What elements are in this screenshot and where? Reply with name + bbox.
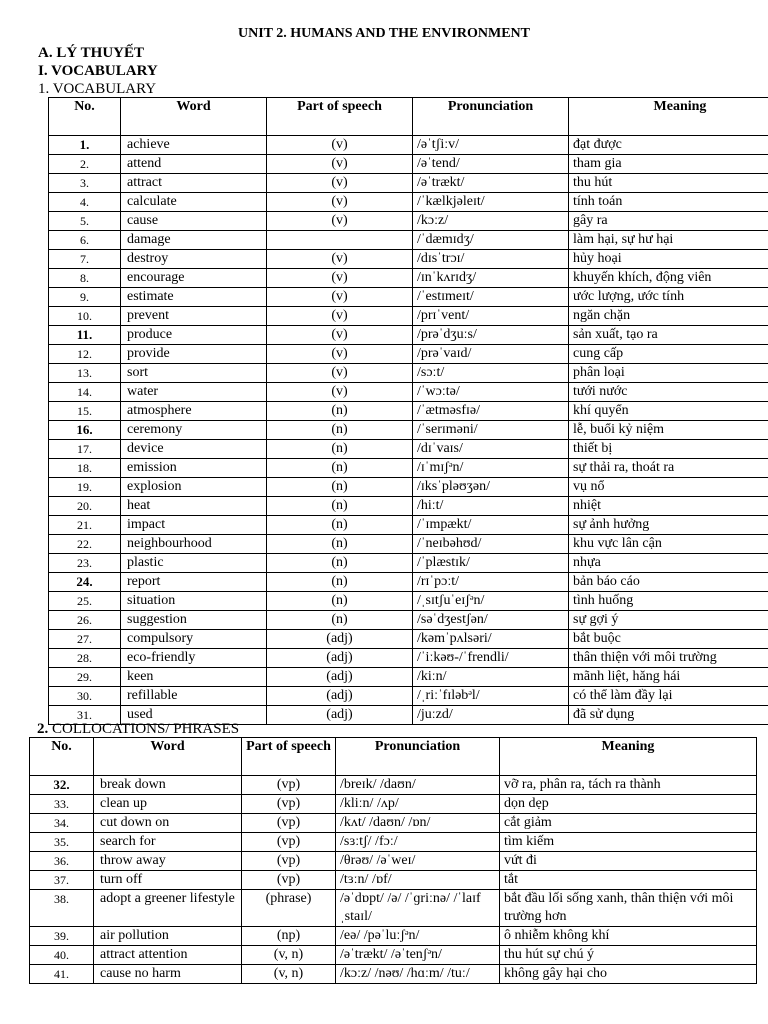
- row-part-of-speech: (vp): [242, 833, 336, 852]
- row-word: water: [121, 383, 267, 402]
- row-number: 20.: [49, 497, 121, 516]
- row-meaning: phân loại: [569, 364, 768, 383]
- header-word: Word: [121, 98, 267, 136]
- row-pronunciation: /dɪsˈtrɔɪ/: [413, 250, 569, 269]
- row-part-of-speech: (n): [267, 554, 413, 573]
- row-word: provide: [121, 345, 267, 364]
- row-pronunciation: /ɪˈmɪʃᵊn/: [413, 459, 569, 478]
- document-title: UNIT 2. HUMANS AND THE ENVIRONMENT: [238, 26, 530, 41]
- table-row: [49, 345, 768, 364]
- table-row: [49, 231, 768, 250]
- row-part-of-speech: (n): [267, 459, 413, 478]
- row-word: sort: [121, 364, 267, 383]
- row-word: emission: [121, 459, 267, 478]
- row-pronunciation: /prɪˈvent/: [413, 307, 569, 326]
- row-word: suggestion: [121, 611, 267, 630]
- row-number: 35.: [30, 833, 94, 852]
- header-meaning: Meaning: [569, 98, 768, 136]
- row-meaning: có thể làm đầy lại: [569, 687, 768, 706]
- row-part-of-speech: (n): [267, 573, 413, 592]
- row-pronunciation: /ˈɪmpækt/: [413, 516, 569, 535]
- table-row: [30, 776, 757, 795]
- row-part-of-speech: (n): [267, 516, 413, 535]
- row-number: 41.: [30, 965, 94, 984]
- row-number: 19.: [49, 478, 121, 497]
- row-word: attract: [121, 174, 267, 193]
- row-meaning: không gây hại cho: [500, 965, 757, 984]
- table-row: [49, 250, 768, 269]
- table-row: [49, 554, 768, 573]
- collocations-subheading: [37, 720, 239, 738]
- row-meaning: khí quyển: [569, 402, 768, 421]
- table-row: [30, 871, 757, 890]
- row-number: 7.: [49, 250, 121, 269]
- table-row: [49, 459, 768, 478]
- collocations-number: 2.: [37, 721, 49, 737]
- row-part-of-speech: (vp): [242, 814, 336, 833]
- row-part-of-speech: (v, n): [242, 965, 336, 984]
- row-pronunciation: /dɪˈvaɪs/: [413, 440, 569, 459]
- table-row: [49, 668, 768, 687]
- row-part-of-speech: (np): [242, 927, 336, 946]
- row-meaning: vụ nổ: [569, 478, 768, 497]
- row-meaning: tính toán: [569, 193, 768, 212]
- table-row: [49, 364, 768, 383]
- row-meaning: tưới nước: [569, 383, 768, 402]
- table-row: [30, 852, 757, 871]
- row-word: damage: [121, 231, 267, 250]
- row-part-of-speech: (n): [267, 478, 413, 497]
- table-row: [49, 535, 768, 554]
- row-pronunciation: /ˈneɪbəhʊd/: [413, 535, 569, 554]
- row-part-of-speech: (v): [267, 326, 413, 345]
- row-part-of-speech: (v): [267, 345, 413, 364]
- row-word: attend: [121, 155, 267, 174]
- row-meaning: nhựa: [569, 554, 768, 573]
- row-meaning: đã sử dụng: [569, 706, 768, 725]
- row-number: 11.: [49, 326, 121, 345]
- table-row: [30, 814, 757, 833]
- row-word: impact: [121, 516, 267, 535]
- section-i-heading: I. VOCABULARY: [38, 63, 158, 79]
- row-pronunciation: /ˈserɪməni/: [413, 421, 569, 440]
- table-row: [49, 630, 768, 649]
- row-meaning: vỡ ra, phân ra, tách ra thành: [500, 776, 757, 795]
- row-part-of-speech: (v, n): [242, 946, 336, 965]
- row-meaning: bắt đầu lối sống xanh, thân thiện với môi trường hơn: [500, 890, 757, 927]
- row-part-of-speech: (v): [267, 269, 413, 288]
- row-pronunciation: /θrəʊ/ /əˈweɪ/: [336, 852, 500, 871]
- row-number: 8.: [49, 269, 121, 288]
- row-part-of-speech: (n): [267, 421, 413, 440]
- row-meaning: tình huống: [569, 592, 768, 611]
- row-number: 40.: [30, 946, 94, 965]
- row-part-of-speech: (n): [267, 611, 413, 630]
- row-pronunciation: /kɔːz/: [413, 212, 569, 231]
- row-word: encourage: [121, 269, 267, 288]
- row-pronunciation: /ˈdæmɪdʒ/: [413, 231, 569, 250]
- row-meaning: sản xuất, tạo ra: [569, 326, 768, 345]
- row-meaning: thân thiện với môi trường: [569, 649, 768, 668]
- table-row: [49, 307, 768, 326]
- row-word: cut down on: [94, 814, 242, 833]
- table-row: [49, 326, 768, 345]
- row-word: destroy: [121, 250, 267, 269]
- row-pronunciation: /hiːt/: [413, 497, 569, 516]
- header-part-of-speech: Part of speech: [267, 98, 413, 136]
- row-number: 18.: [49, 459, 121, 478]
- row-part-of-speech: (v): [267, 136, 413, 155]
- row-meaning: cắt giảm: [500, 814, 757, 833]
- vocabulary-table: [48, 97, 768, 725]
- row-part-of-speech: (v): [267, 288, 413, 307]
- row-pronunciation: /əˈdɒpt/ /ə/ /ˈɡriːnə/ /ˈlaɪfˌstaɪl/: [336, 890, 500, 927]
- row-pronunciation: /ˌsɪtʃuˈeɪʃᵊn/: [413, 592, 569, 611]
- row-number: 5.: [49, 212, 121, 231]
- row-word: explosion: [121, 478, 267, 497]
- row-pronunciation: /ɪksˈpləʊʒən/: [413, 478, 569, 497]
- row-pronunciation: /əˈtrækt/: [413, 174, 569, 193]
- row-number: 17.: [49, 440, 121, 459]
- row-number: 15.: [49, 402, 121, 421]
- table-row: [49, 174, 768, 193]
- row-word: device: [121, 440, 267, 459]
- row-pronunciation: /eə/ /pəˈluːʃᵊn/: [336, 927, 500, 946]
- row-word: heat: [121, 497, 267, 516]
- row-meaning: thu hút sự chú ý: [500, 946, 757, 965]
- row-pronunciation: /ˈplæstɪk/: [413, 554, 569, 573]
- table-row: [49, 155, 768, 174]
- row-pronunciation: /kɔːz/ /nəʊ/ /hɑːm/ /tuː/: [336, 965, 500, 984]
- row-number: 25.: [49, 592, 121, 611]
- row-part-of-speech: (adj): [267, 706, 413, 725]
- row-pronunciation: /rɪˈpɔːt/: [413, 573, 569, 592]
- row-word: adopt a greener lifestyle: [94, 890, 242, 927]
- row-meaning: hủy hoại: [569, 250, 768, 269]
- row-word: situation: [121, 592, 267, 611]
- row-meaning: sự thải ra, thoát ra: [569, 459, 768, 478]
- row-pronunciation: /ˈkælkjəleɪt/: [413, 193, 569, 212]
- row-number: 3.: [49, 174, 121, 193]
- row-word: report: [121, 573, 267, 592]
- table-row: [30, 965, 757, 984]
- row-meaning: ô nhiễm không khí: [500, 927, 757, 946]
- row-pronunciation: /səˈdʒestʃən/: [413, 611, 569, 630]
- row-part-of-speech: (adj): [267, 668, 413, 687]
- row-part-of-speech: (v): [267, 364, 413, 383]
- table-row: [49, 649, 768, 668]
- header-pronunciation: Pronunciation: [413, 98, 569, 136]
- row-meaning: mãnh liệt, hăng hái: [569, 668, 768, 687]
- row-number: 12.: [49, 345, 121, 364]
- row-part-of-speech: (vp): [242, 871, 336, 890]
- row-pronunciation: /ˈætməsfɪə/: [413, 402, 569, 421]
- table-row: [49, 269, 768, 288]
- row-part-of-speech: (v): [267, 155, 413, 174]
- row-number: 26.: [49, 611, 121, 630]
- row-word: calculate: [121, 193, 267, 212]
- header-meaning: Meaning: [500, 738, 757, 776]
- row-meaning: vứt đi: [500, 852, 757, 871]
- row-word: break down: [94, 776, 242, 795]
- header-word: Word: [94, 738, 242, 776]
- row-pronunciation: /tɜːn/ /ɒf/: [336, 871, 500, 890]
- table-row: [49, 478, 768, 497]
- row-meaning: tìm kiếm: [500, 833, 757, 852]
- row-word: air pollution: [94, 927, 242, 946]
- row-number: 39.: [30, 927, 94, 946]
- row-word: achieve: [121, 136, 267, 155]
- row-number: 28.: [49, 649, 121, 668]
- row-number: 22.: [49, 535, 121, 554]
- collocations-header-row: [30, 738, 757, 776]
- row-word: used: [121, 706, 267, 725]
- row-meaning: đạt được: [569, 136, 768, 155]
- row-pronunciation: /breɪk/ /daʊn/: [336, 776, 500, 795]
- row-part-of-speech: (v): [267, 193, 413, 212]
- row-number: 16.: [49, 421, 121, 440]
- row-meaning: sự gợi ý: [569, 611, 768, 630]
- table-row: [30, 795, 757, 814]
- row-meaning: cung cấp: [569, 345, 768, 364]
- row-word: cause: [121, 212, 267, 231]
- row-part-of-speech: (v): [267, 307, 413, 326]
- table-row: [30, 927, 757, 946]
- table-row: [49, 440, 768, 459]
- row-number: 27.: [49, 630, 121, 649]
- row-pronunciation: /əˈtrækt/ /əˈtenʃᵊn/: [336, 946, 500, 965]
- row-number: 30.: [49, 687, 121, 706]
- row-meaning: bản báo cáo: [569, 573, 768, 592]
- row-number: 37.: [30, 871, 94, 890]
- row-meaning: làm hại, sự hư hại: [569, 231, 768, 250]
- table-row: [49, 421, 768, 440]
- header-pronunciation: Pronunciation: [336, 738, 500, 776]
- row-meaning: sự ảnh hưởng: [569, 516, 768, 535]
- row-word: refillable: [121, 687, 267, 706]
- row-part-of-speech: (v): [267, 250, 413, 269]
- row-meaning: tắt: [500, 871, 757, 890]
- row-word: keen: [121, 668, 267, 687]
- row-number: 1.: [49, 136, 121, 155]
- row-part-of-speech: (v): [267, 383, 413, 402]
- table-row: [49, 592, 768, 611]
- row-word: neighbourhood: [121, 535, 267, 554]
- table-row: [30, 946, 757, 965]
- row-word: compulsory: [121, 630, 267, 649]
- row-pronunciation: /prəˈdʒuːs/: [413, 326, 569, 345]
- row-word: turn off: [94, 871, 242, 890]
- row-pronunciation: /kʌt/ /daʊn/ /ɒn/: [336, 814, 500, 833]
- row-pronunciation: /ˈestɪmeɪt/: [413, 288, 569, 307]
- table-row: [49, 212, 768, 231]
- collocations-title: COLLOCATIONS/ PHRASES: [48, 721, 240, 737]
- row-number: 13.: [49, 364, 121, 383]
- row-word: atmosphere: [121, 402, 267, 421]
- table-row: [49, 516, 768, 535]
- row-pronunciation: /prəˈvaɪd/: [413, 345, 569, 364]
- row-number: 4.: [49, 193, 121, 212]
- row-part-of-speech: (phrase): [242, 890, 336, 927]
- row-number: 10.: [49, 307, 121, 326]
- row-pronunciation: /sɜːtʃ/ /fɔː/: [336, 833, 500, 852]
- table-row: [30, 833, 757, 852]
- row-meaning: gây ra: [569, 212, 768, 231]
- row-number: 36.: [30, 852, 94, 871]
- row-word: cause no harm: [94, 965, 242, 984]
- row-number: 14.: [49, 383, 121, 402]
- row-pronunciation: /ˌriːˈfɪləbᵊl/: [413, 687, 569, 706]
- row-word: estimate: [121, 288, 267, 307]
- row-pronunciation: /əˈtend/: [413, 155, 569, 174]
- row-meaning: nhiệt: [569, 497, 768, 516]
- row-number: 29.: [49, 668, 121, 687]
- row-part-of-speech: (n): [267, 535, 413, 554]
- row-meaning: thu hút: [569, 174, 768, 193]
- row-pronunciation: /ˈiːkəʊ-/ˈfrendli/: [413, 649, 569, 668]
- header-no: No.: [30, 738, 94, 776]
- vocabulary-subheading: 1. VOCABULARY: [38, 81, 157, 97]
- row-part-of-speech: (v): [267, 174, 413, 193]
- row-word: produce: [121, 326, 267, 345]
- row-number: 6.: [49, 231, 121, 250]
- row-pronunciation: /kəmˈpʌlsəri/: [413, 630, 569, 649]
- row-part-of-speech: (vp): [242, 776, 336, 795]
- row-part-of-speech: (n): [267, 440, 413, 459]
- row-meaning: dọn dẹp: [500, 795, 757, 814]
- row-pronunciation: /juːzd/: [413, 706, 569, 725]
- collocations-table: [29, 737, 757, 984]
- row-word: eco-friendly: [121, 649, 267, 668]
- table-row: [49, 288, 768, 307]
- row-part-of-speech: (adj): [267, 649, 413, 668]
- row-part-of-speech: (vp): [242, 795, 336, 814]
- row-meaning: tham gia: [569, 155, 768, 174]
- row-word: clean up: [94, 795, 242, 814]
- row-meaning: khu vực lân cận: [569, 535, 768, 554]
- row-number: 9.: [49, 288, 121, 307]
- row-word: plastic: [121, 554, 267, 573]
- row-number: 23.: [49, 554, 121, 573]
- row-meaning: ước lượng, ước tính: [569, 288, 768, 307]
- row-number: 21.: [49, 516, 121, 535]
- row-meaning: ngăn chặn: [569, 307, 768, 326]
- row-meaning: bắt buộc: [569, 630, 768, 649]
- row-meaning: thiết bị: [569, 440, 768, 459]
- row-pronunciation: /sɔːt/: [413, 364, 569, 383]
- row-number: 2.: [49, 155, 121, 174]
- row-part-of-speech: (n): [267, 592, 413, 611]
- row-part-of-speech: (v): [267, 212, 413, 231]
- table-row: [49, 687, 768, 706]
- row-number: 31.: [49, 706, 121, 725]
- row-pronunciation: /əˈtʃiːv/: [413, 136, 569, 155]
- row-word: prevent: [121, 307, 267, 326]
- header-part-of-speech: Part of speech: [242, 738, 336, 776]
- table-row: [49, 573, 768, 592]
- row-pronunciation: /kliːn/ /ʌp/: [336, 795, 500, 814]
- row-number: 33.: [30, 795, 94, 814]
- row-pronunciation: /kiːn/: [413, 668, 569, 687]
- table-row: [49, 136, 768, 155]
- row-meaning: khuyến khích, động viên: [569, 269, 768, 288]
- row-meaning: lễ, buổi kỷ niệm: [569, 421, 768, 440]
- row-word: search for: [94, 833, 242, 852]
- row-number: 32.: [30, 776, 94, 795]
- row-part-of-speech: (vp): [242, 852, 336, 871]
- row-word: attract attention: [94, 946, 242, 965]
- header-no: No.: [49, 98, 121, 136]
- table-row: [49, 193, 768, 212]
- row-part-of-speech: [267, 231, 413, 250]
- table-row: [49, 383, 768, 402]
- row-part-of-speech: (n): [267, 402, 413, 421]
- row-word: throw away: [94, 852, 242, 871]
- row-word: ceremony: [121, 421, 267, 440]
- row-pronunciation: /ɪnˈkʌrɪdʒ/: [413, 269, 569, 288]
- table-row: [49, 497, 768, 516]
- row-number: 34.: [30, 814, 94, 833]
- vocabulary-header-row: [49, 98, 768, 136]
- table-row: [49, 611, 768, 630]
- section-a-heading: A. LÝ THUYẾT: [38, 45, 144, 61]
- row-part-of-speech: (n): [267, 497, 413, 516]
- row-part-of-speech: (adj): [267, 687, 413, 706]
- row-number: 24.: [49, 573, 121, 592]
- table-row: [30, 890, 757, 927]
- row-number: 38.: [30, 890, 94, 927]
- table-row: [49, 402, 768, 421]
- row-pronunciation: /ˈwɔːtə/: [413, 383, 569, 402]
- row-part-of-speech: (adj): [267, 630, 413, 649]
